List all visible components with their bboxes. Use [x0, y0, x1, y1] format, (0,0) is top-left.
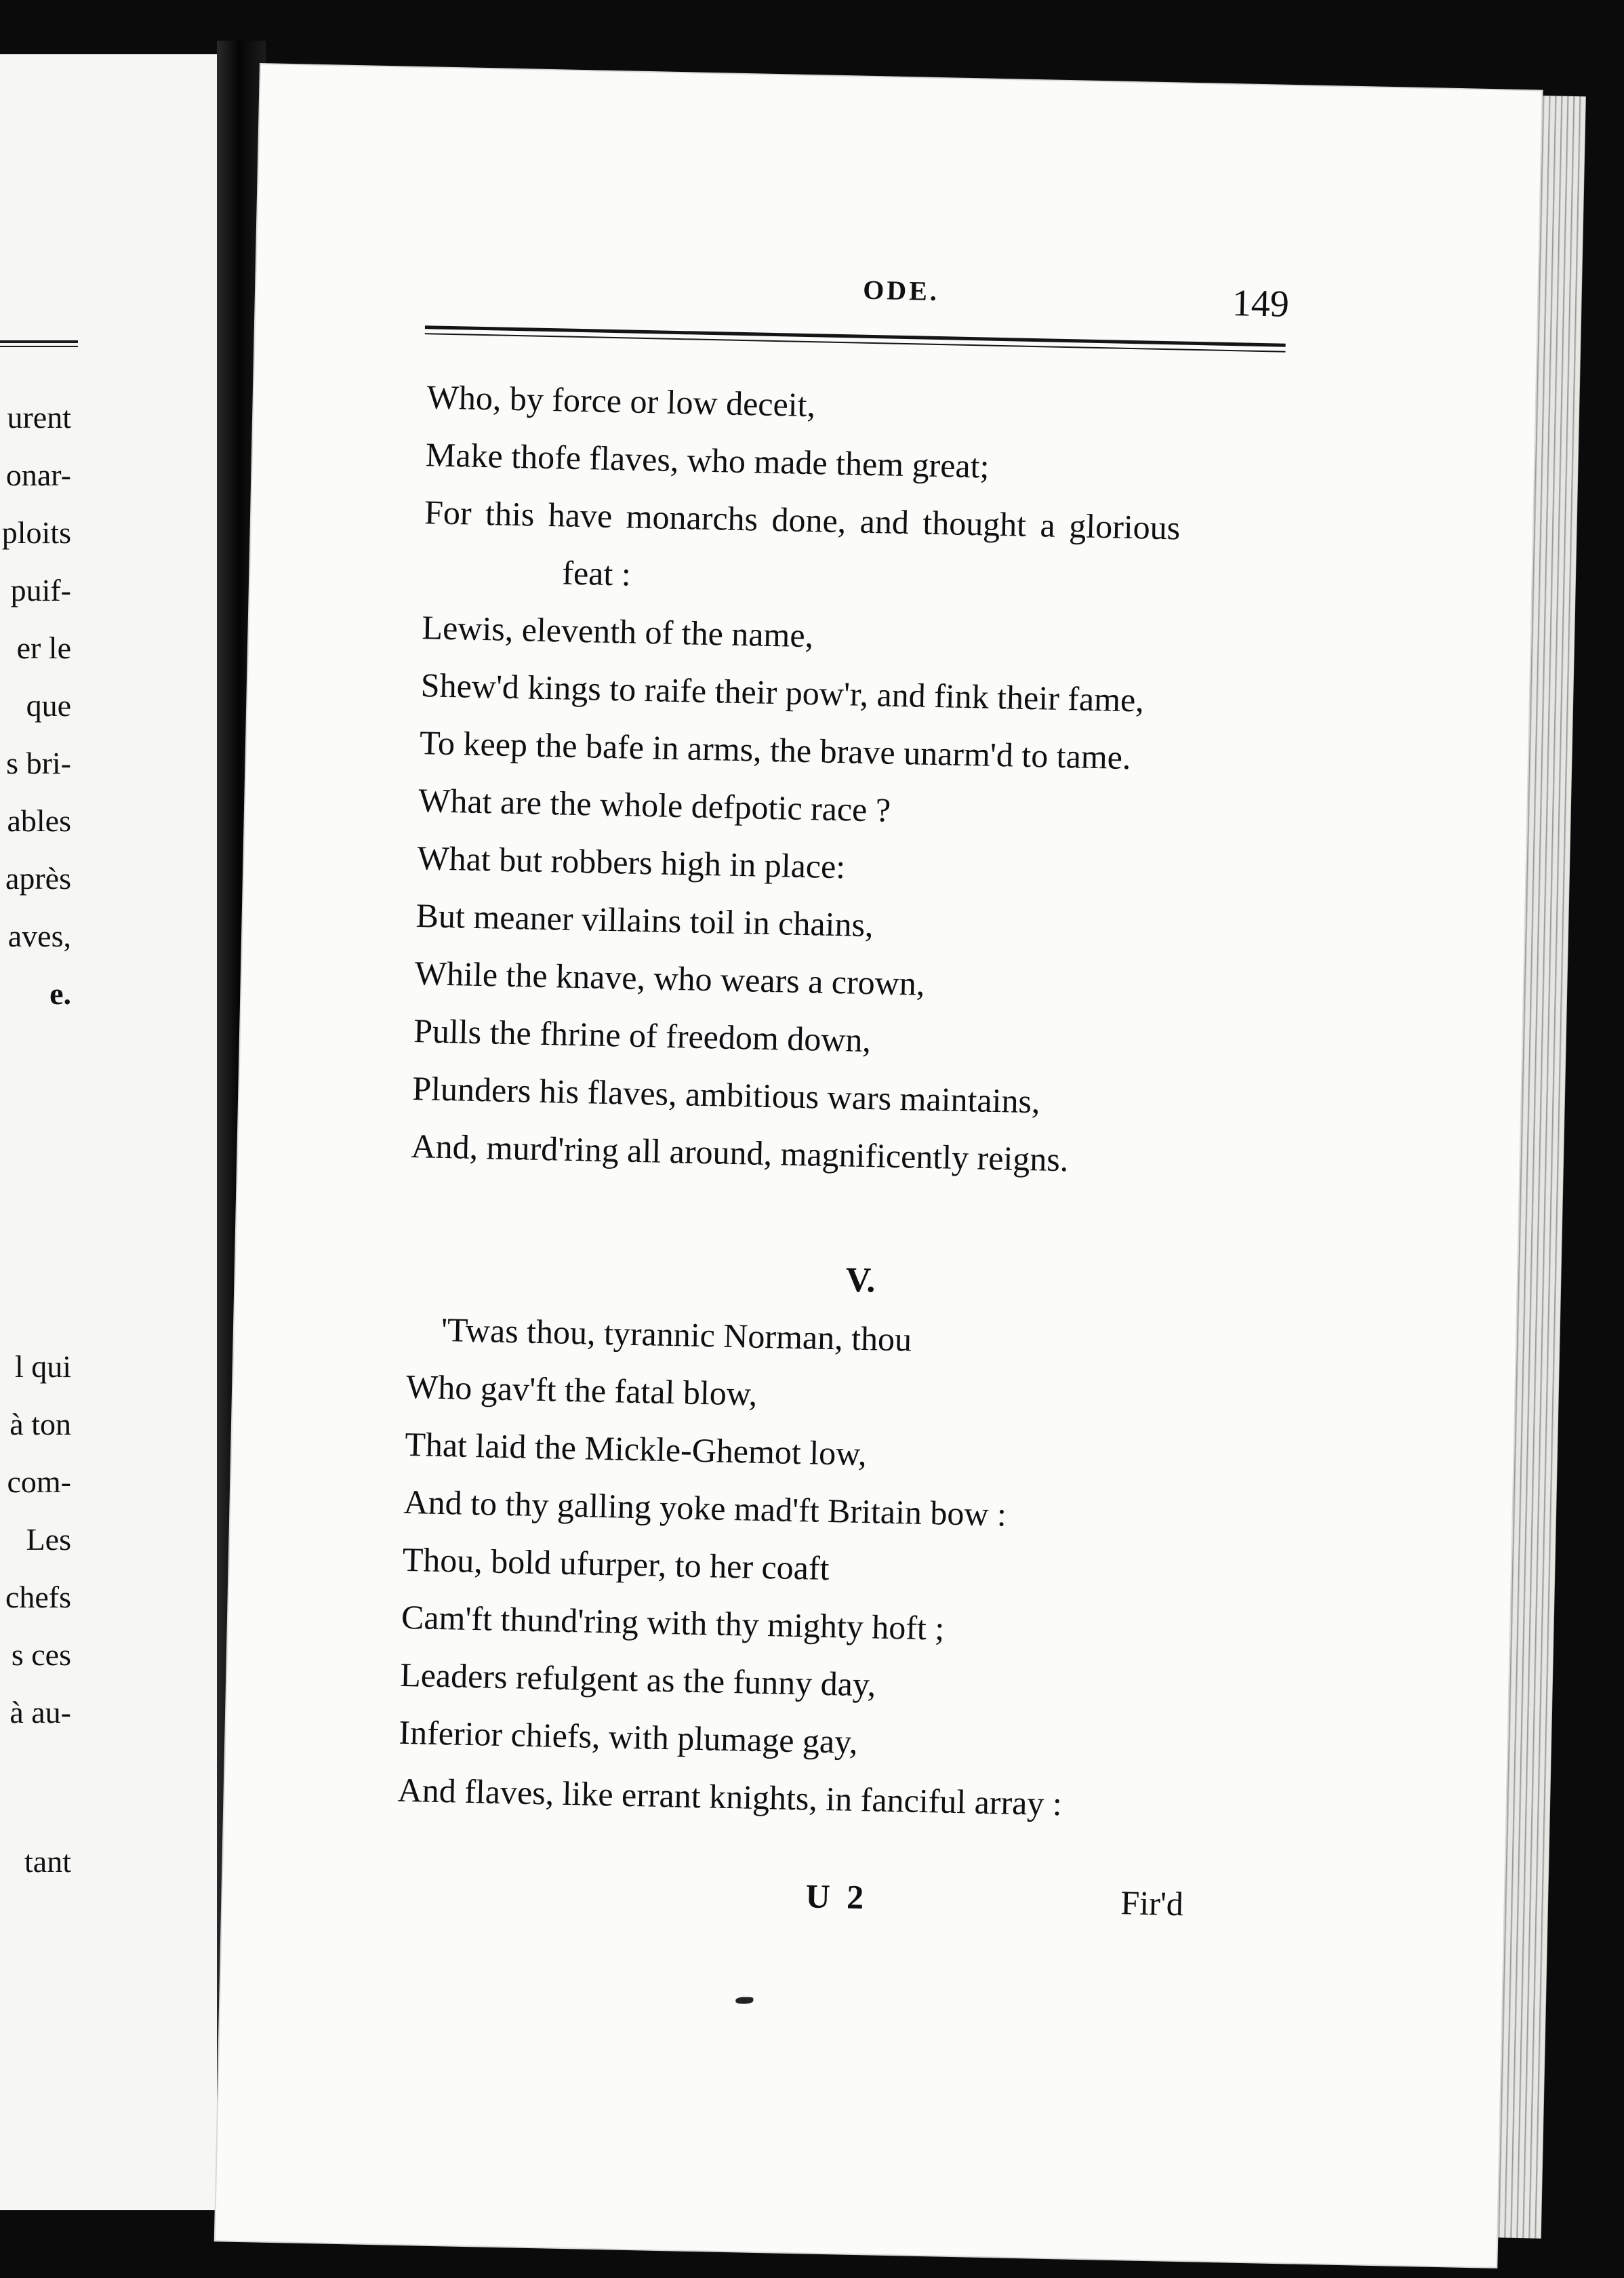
left-page-line: s ces — [11, 1637, 71, 1672]
verse-line: Inferior chiefs, with plumage gay, — [398, 1713, 859, 1761]
verse-line: But meaner villains toil in chains, — [415, 896, 874, 944]
left-page-line: urent — [7, 400, 71, 435]
left-page-line: e. — [49, 976, 71, 1011]
left-page-line: er le — [16, 631, 71, 665]
left-page-line: com- — [7, 1464, 71, 1499]
verse-line: Thou, bold ufurper, to her coaft — [402, 1540, 830, 1588]
ink-speck — [735, 1997, 753, 2004]
left-page-line: après — [5, 861, 71, 896]
left-page-line: chefs — [5, 1580, 71, 1614]
left-page-line: aves, — [7, 919, 71, 953]
verse-line: And, murd'ring all around, magnificently reigns. — [411, 1126, 1069, 1179]
left-page-line: Les — [26, 1522, 71, 1557]
verse-line: That laid the Mickle-Ghemot low, — [404, 1424, 868, 1473]
running-title: ODE. — [862, 274, 940, 307]
verse-line: Who, by force or low deceit, — [426, 378, 816, 424]
verse-line: Who gav'ft the fatal blow, — [405, 1367, 758, 1413]
verse-line: What are the whole defpotic race ? — [418, 781, 891, 829]
left-page-line: s bri- — [6, 746, 71, 780]
right-page — [216, 64, 1542, 2267]
verse-line: What but robbers high in place: — [416, 839, 846, 886]
left-page-line: à ton — [9, 1407, 71, 1441]
header-rule — [425, 325, 1286, 353]
stanza-number: V. — [845, 1260, 876, 1300]
verse-line: To keep the bafe in arms, the brave unarm'd to tame. — [419, 723, 1132, 777]
left-page-line: tant — [24, 1844, 71, 1879]
left-page-line: puif- — [10, 573, 71, 607]
signature-mark: U 2 — [805, 1877, 868, 1917]
left-page-line: onar- — [5, 458, 71, 492]
left-page-line: à au- — [9, 1695, 71, 1730]
verse-line: Make thofe flaves, who made them great; — [425, 435, 990, 485]
verse-line: Lewis, eleventh of the name, — [422, 608, 814, 655]
verse-line: And to thy galling yoke mad'ft Britain bow : — [403, 1482, 1007, 1534]
verse-line: feat : — [561, 553, 632, 593]
left-page-line: l qui — [14, 1349, 71, 1384]
verse-line: Pulls the fhrine of freedom down, — [413, 1012, 872, 1060]
left-page-line: ploits — [1, 515, 71, 550]
verse-line: Shew'd kings to raife their pow'r, and fink their fame, — [420, 666, 1145, 719]
verse-line: For this have monarchs done, and thought a glorious — [424, 493, 1181, 547]
catchword: Fir'd — [1120, 1883, 1184, 1923]
left-page-rule — [0, 340, 78, 347]
verse-line: Cam'ft thund'ring with thy mighty hoft ; — [401, 1597, 945, 1647]
verse-line: Plunders his flaves, ambitious wars maintains, — [411, 1069, 1041, 1121]
left-page-line: ables — [7, 803, 71, 838]
verse-line: Leaders refulgent as the funny day, — [399, 1655, 876, 1704]
verse-line: While the knave, who wears a crown, — [414, 954, 925, 1003]
left-page-line: que — [26, 688, 71, 723]
verse-line: 'Twas thou, tyrannic Norman, thou — [441, 1310, 912, 1359]
page-number: 149 — [1232, 282, 1290, 325]
left-page-fragment — [0, 54, 217, 2210]
verse-line: And flaves, like errant knights, in fanciful array : — [397, 1770, 1063, 1823]
